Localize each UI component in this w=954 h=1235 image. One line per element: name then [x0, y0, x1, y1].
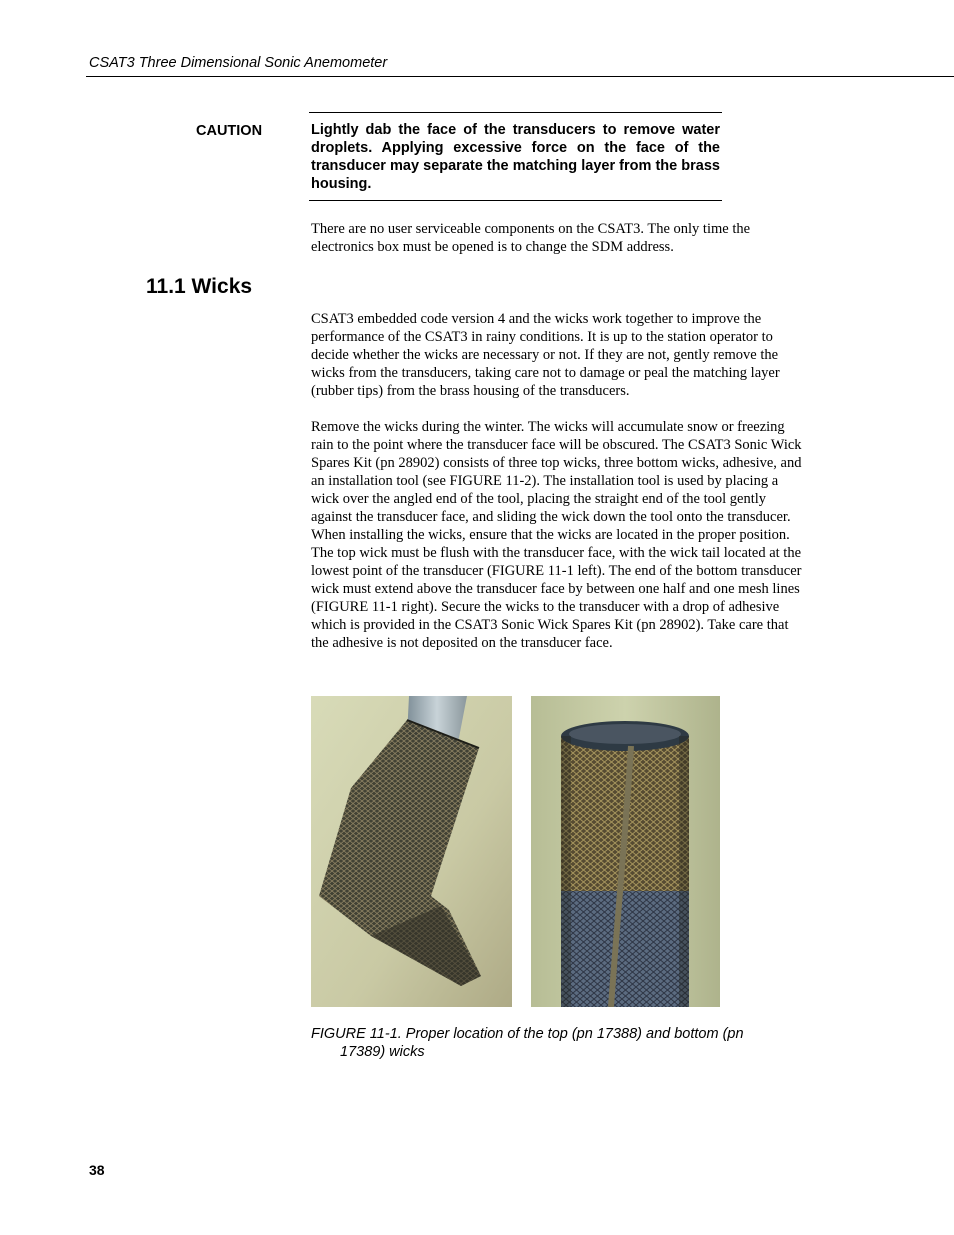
figure-caption-line-1: FIGURE 11-1. Proper location of the top (pn 17388) and bottom (pn — [311, 1026, 744, 1042]
figure-caption — [311, 1025, 806, 1061]
running-header-title: CSAT3 Three Dimensional Sonic Anemometer — [89, 55, 388, 71]
figure-caption-line-2: 17389) wicks — [340, 1044, 425, 1060]
section-paragraph-2: Remove the wicks during the winter. The wicks will accumulate snow or freezing rain to the point where the transducer face will be obscured. The CSAT3 Sonic Wick Spares Kit (pn 28902) consists of three top wicks, three bottom wicks, adhesive, and an installation tool (see FIGURE 11-2). The installation tool is used by placing a wick over the angled end of the tool, placing the straight end of the tool gently against the transducer face, and sliding the wick down the tool onto the transducer. When installing the wicks, ensure that the wicks are located in the proper position. The top wick must be flush with the transducer face, with the wick tail located at the lowest point of the transducer (FIGURE 11-1 left). The end of the bottom transducer wick must extend above the transducer face by between one half and one mesh lines (FIGURE 11-1 right). Secure the wicks to the transducer with a drop of adhesive which is provided in the CSAT3 Sonic Wick Spares Kit (pn 28902). Take care that the adhesive is not deposited on the transducer face. — [311, 419, 802, 651]
page-number: 38 — [89, 1162, 105, 1178]
bottom-wick-photo — [531, 696, 720, 1007]
section-heading: 11.1 Wicks — [146, 275, 253, 298]
caution-label: CAUTION — [196, 123, 263, 139]
intro-paragraph: There are no user serviceable components on the CSAT3. The only time the electronics box must be opened is to change the SDM address. — [311, 221, 751, 255]
top-wick-photo — [311, 696, 512, 1007]
caution-box — [309, 112, 722, 201]
section-paragraph-1: CSAT3 embedded code version 4 and the wicks work together to improve the performance of the CSAT3 in rainy conditions. It is up to the station operator to decide whether the wicks are necessary or not. If they are not, gently remove the wicks from the transducers, taking care not to damage or peal the matching layer (rubber tips) from the brass housing of the transducers. — [311, 311, 780, 399]
header-divider — [86, 76, 954, 77]
caution-text: Lightly dab the face of the transducers to remove water droplets. Applying excessive force on the face of the transducer may separate the matching layer from the brass housing. — [311, 122, 720, 192]
